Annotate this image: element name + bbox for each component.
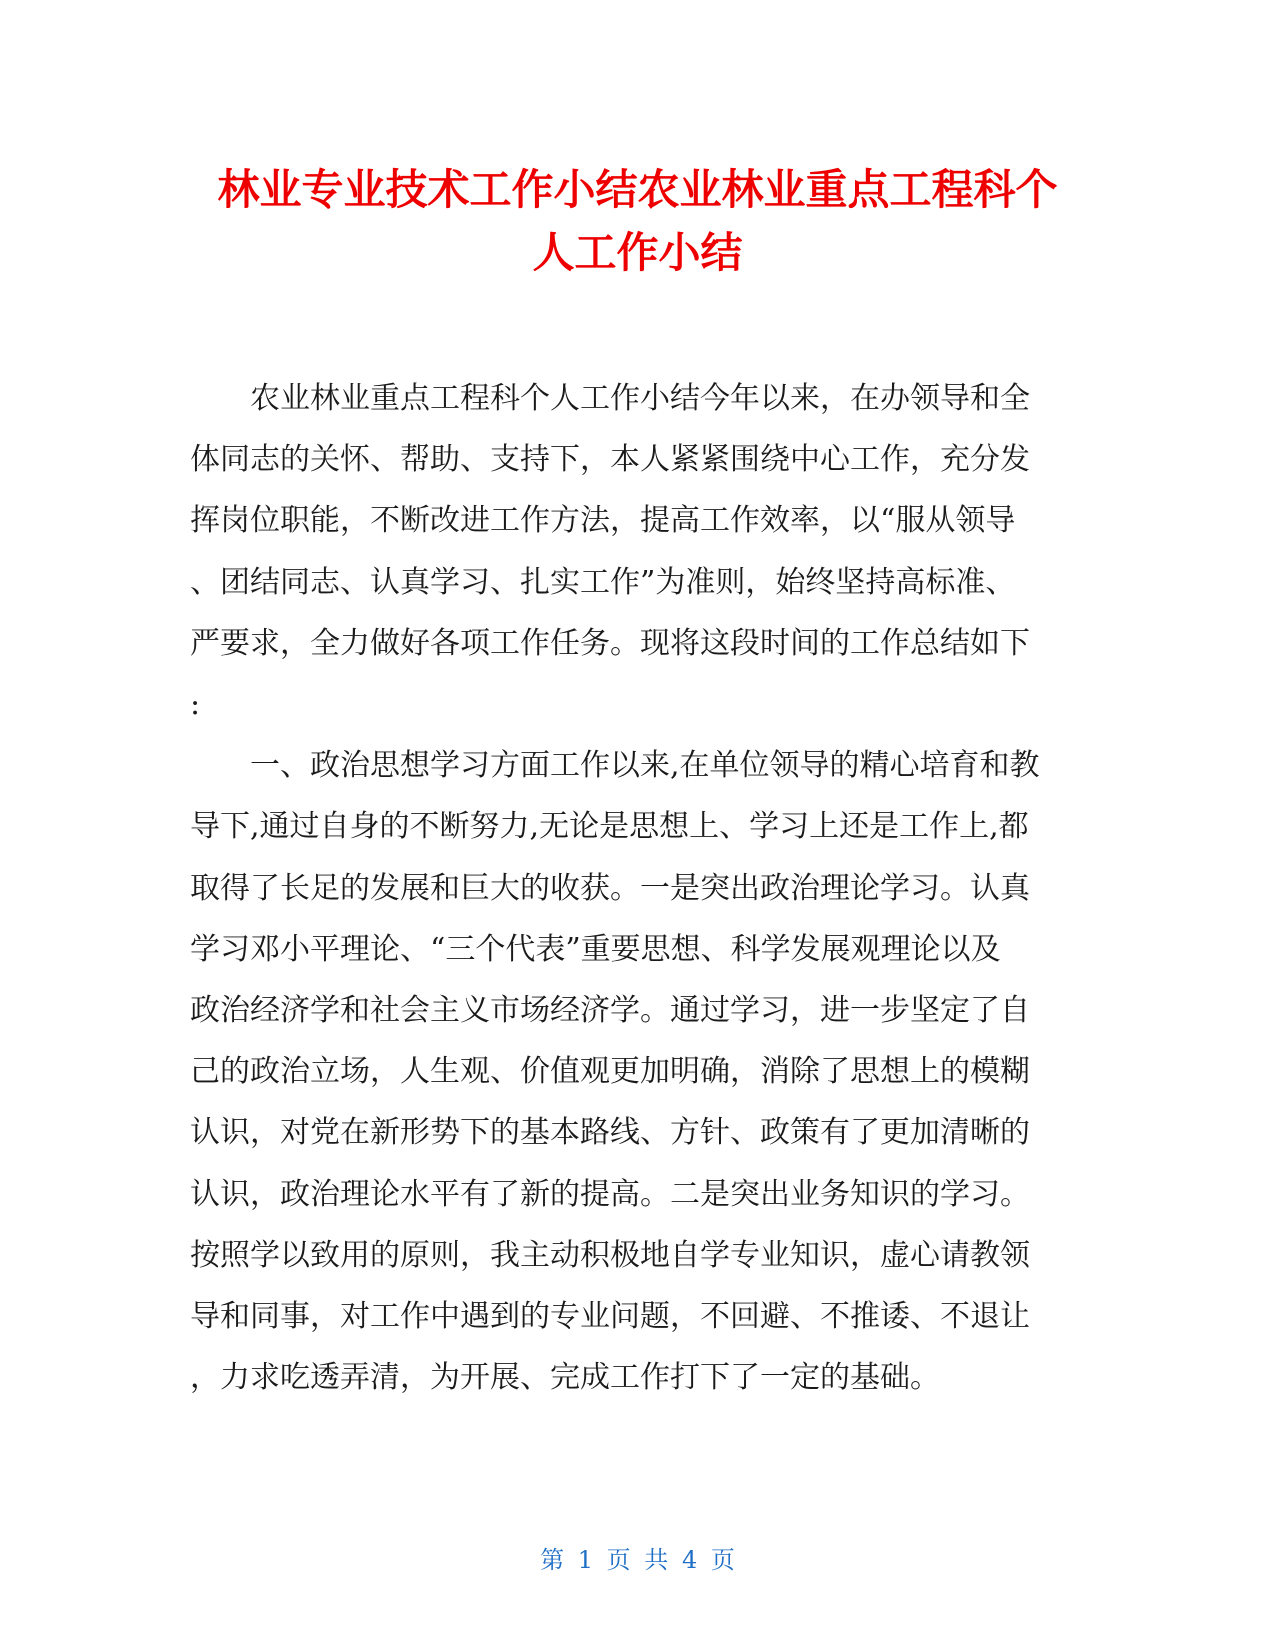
text-line: 农业林业重点工程科个人工作小结今年以来，在办领导和全	[250, 381, 1030, 416]
text-line: 导和同事，对工作中遇到的专业问题，不回避、不推诿、不退让	[190, 1299, 1030, 1335]
document-body	[190, 368, 1070, 1408]
text-line: 一、政治思想学习方面工作以来,在单位领导的精心培育和教	[250, 748, 1040, 784]
text-line: 体同志的关怀、帮助、支持下，本人紧紧围绕中心工作，充分发	[190, 442, 1030, 478]
text-line: 学习邓小平理论、“三个代表”重要思想、科学发展观理论以及	[190, 931, 1001, 967]
text-line: :	[190, 687, 201, 723]
text-line: ，力求吃透弄清，为开展、完成工作打下了一定的基础。	[190, 1360, 940, 1396]
paragraph-political-study	[190, 735, 1070, 1408]
title-line-2: 人工作小结	[532, 228, 743, 277]
page-footer: 第 1 页 共 4 页	[540, 1546, 735, 1574]
text-line: 认识，政治理论水平有了新的提高。二是突出业务知识的学习。	[190, 1176, 1030, 1212]
text-line: 政治经济学和社会主义市场经济学。通过学习，进一步坚定了自	[190, 993, 1030, 1029]
text-line: 挥岗位职能，不断改进工作方法，提高工作效率，以“服从领导	[190, 503, 1016, 539]
text-line: 导下,通过自身的不断努力,无论是思想上、学习上还是工作上,都	[190, 809, 1029, 845]
title-line-1: 林业专业技术工作小结农业林业重点工程科个	[217, 165, 1058, 214]
paragraph-intro	[190, 368, 1070, 735]
document-title	[150, 158, 1125, 284]
text-line: 按照学以致用的原则，我主动积极地自学专业知识，虚心请教领	[190, 1237, 1030, 1273]
text-line: 严要求，全力做好各项工作任务。现将这段时间的工作总结如下	[190, 625, 1030, 661]
text-line: 认识，对党在新形势下的基本路线、方针、政策有了更加清晰的	[190, 1115, 1030, 1151]
text-line: 取得了长足的发展和巨大的收获。一是突出政治理论学习。认真	[190, 870, 1030, 906]
text-line: 己的政治立场，人生观、价值观更加明确，消除了思想上的模糊	[190, 1054, 1030, 1090]
text-line: 、团结同志、认真学习、扎实工作”为准则，始终坚持高标准、	[190, 564, 1016, 600]
